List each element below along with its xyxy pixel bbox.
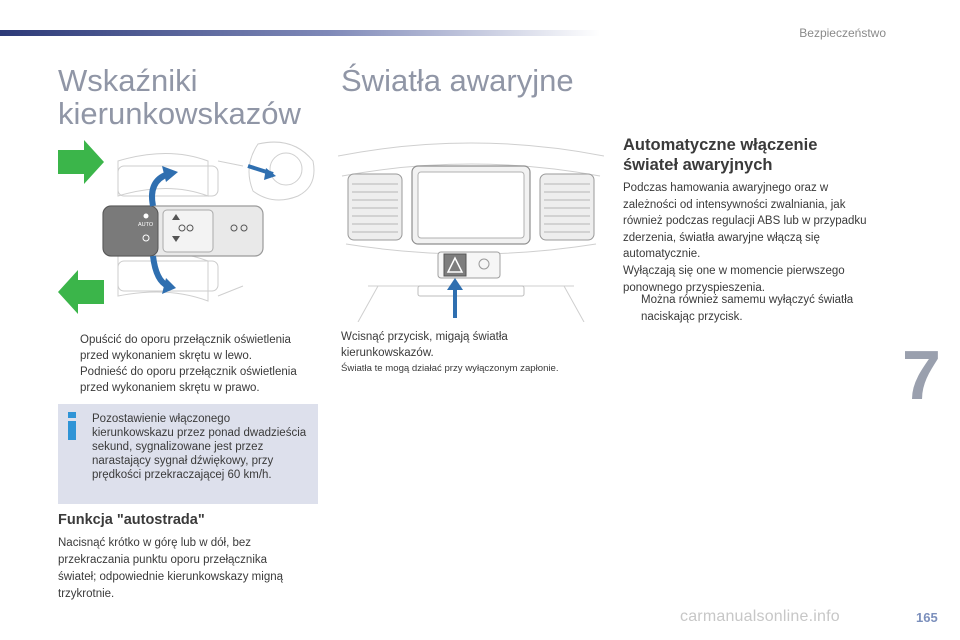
page-title-hazard: Światła awaryjne <box>341 63 574 98</box>
autostrada-heading: Funkcja "autostrada" <box>58 512 205 528</box>
info-icon <box>68 412 76 440</box>
indicator-instructions <box>62 332 320 396</box>
title-line-1: Wskaźniki <box>58 63 198 98</box>
dashboard-hazard-illustration <box>338 136 604 322</box>
stalk-auto-label: AUTO <box>138 222 154 228</box>
auto-hazard-heading: Automatyczne włączenie świateł awaryjnych <box>623 136 818 174</box>
hazard-press-text: Wcisnąć przycisk, migają światła kierunkowskazów. <box>341 331 508 359</box>
watermark: carmanualsonline.info <box>680 608 840 625</box>
header-accent-bar <box>0 30 600 36</box>
auto-hazard-text: Podczas hamowania awaryjnego oraz w zależności od intensywności zwalniania, jak również podczas regulacji ABS lub w przypadku zderzenia, światła awaryjne włączą się automatycznie. Wyłączają się one w momencie pierwszego ponownego przyspieszenia. <box>623 182 867 294</box>
right-turn-arrow-icon <box>58 140 104 184</box>
list-item <box>62 332 320 364</box>
title-line-2: kierunkowskazów <box>58 96 301 131</box>
page-number: 165 <box>916 610 938 625</box>
indicator-stalk-illustration <box>58 136 318 322</box>
info-note-box <box>58 404 318 504</box>
bullet-text-left-turn: Opuścić do oporu przełącznik oświetlenia przed wykonaniem skrętu w lewo. <box>80 334 291 362</box>
bullet-text-right-turn: Podnieść do oporu przełącznik oświetlenia przed wykonaniem skrętu w prawo. <box>80 366 297 394</box>
chapter-number: 7 <box>902 336 941 414</box>
auto-hazard-bullet-text: Można również samemu wyłączyć światła naciskając przycisk. <box>641 294 854 323</box>
left-turn-arrow-icon <box>58 270 104 314</box>
autostrada-text: Nacisnąć krótko w górę lub w dół, bez przekraczania punktu oporu przełącznika świateł; odpowiednie kierunkowskazy migną trzykrotnie. <box>58 537 284 600</box>
list-item <box>623 292 891 325</box>
info-note-text: Pozostawienie włączonego kierunkowskazu przez ponad dwadzieścia sekund, sygnalizowane jest przez narastający sygnał dźwiękowy, przy prędkości przekraczającej 60 km/h. <box>92 413 307 481</box>
hazard-ignition-note: Światła te mogą działać przy wyłączonym zapłonie. <box>341 363 559 374</box>
section-name: Bezpieczeństwo <box>799 26 886 40</box>
page-title-indicators <box>58 64 318 130</box>
list-item <box>62 364 320 396</box>
press-arrow-icon <box>447 278 463 290</box>
